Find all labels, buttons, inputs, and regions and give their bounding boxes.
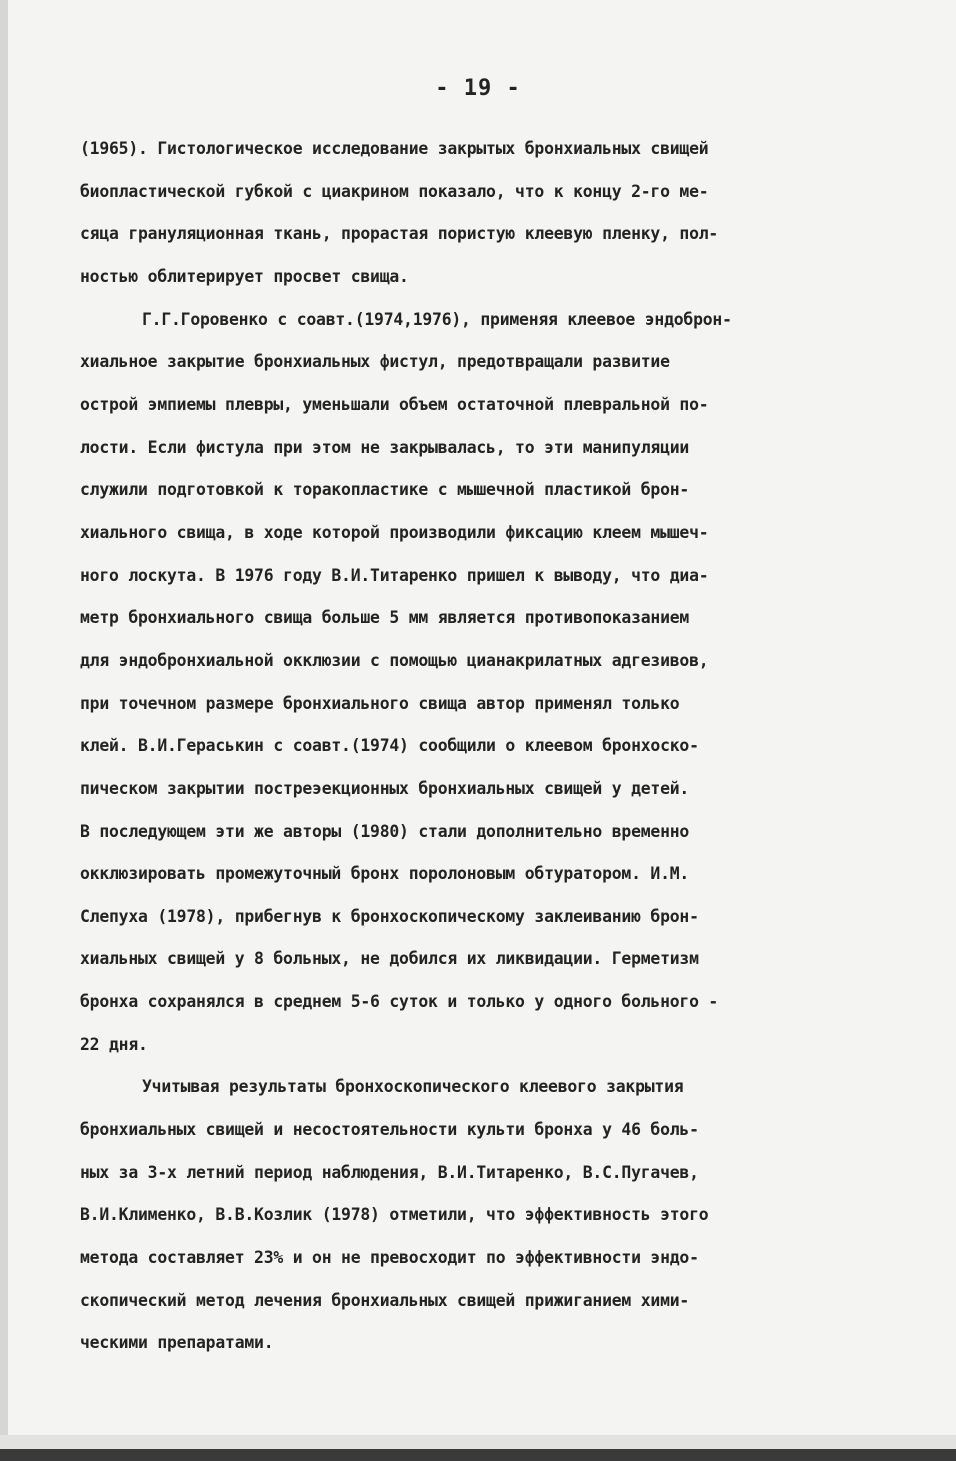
scan-bottom-shade [0, 1435, 956, 1449]
text-line: при точечном размере бронхиального свища автор применял только [80, 693, 680, 713]
text-line: хиальных свищей у 8 больных, не добился их ликвидации. Герметизм [80, 949, 699, 969]
text-line: биопластической губкой с циакрином показало, что к концу 2-го ме- [80, 181, 709, 201]
text-line: служили подготовкой к торакопластике с мышечной пластикой брон- [80, 480, 690, 500]
text-line: острой эмпиемы плевры, уменьшали объем остаточной плевральной по- [80, 394, 709, 414]
text-line: окклюзировать промежуточный бронх поролоновым обтуратором. И.М. [80, 864, 690, 884]
text-line: метр бронхиального свища больше 5 мм является противопоказанием [80, 608, 690, 628]
text-line: Учитывая результаты бронхоскопического клеевого закрытия [142, 1077, 684, 1097]
text-line: клей. В.И.Гераськин с соавт.(1974) сообщили о клеевом бронхоско- [80, 736, 699, 756]
text-line: В последующем эти же авторы (1980) стали дополнительно временно [80, 821, 690, 841]
text-line: ческими препаратами. [80, 1333, 274, 1353]
text-line: ностью облитерирует просвет свища. [80, 266, 409, 286]
scan-bottom-edge [0, 1449, 956, 1461]
text-line: пическом закрытии постреэекционных бронхиальных свищей у детей. [80, 778, 690, 798]
scan-left-edge [0, 0, 8, 1461]
text-line: Г.Г.Горовенко с соавт.(1974,1976), применяя клеевое эндоброн- [142, 309, 732, 329]
text-line: бронхиальных свищей и несостоятельности культи бронха у 46 боль- [80, 1120, 699, 1140]
text-line: сяца грануляционная ткань, прорастая пористую клеевую пленку, пол- [80, 224, 719, 244]
text-line: метода составляет 23% и он не превосходит по эффективности эндо- [80, 1248, 699, 1268]
text-line: ного лоскута. В 1976 году В.И.Титаренко пришел к выводу, что диа- [80, 565, 709, 585]
text-line: (1965). Гистологическое исследование закрытых бронхиальных свищей [80, 139, 709, 158]
text-line: бронха сохранялся в среднем 5-6 суток и только у одного больного - [80, 992, 719, 1012]
text-line: лости. Если фистула при этом не закрывалась, то эти манипуляции [80, 437, 690, 457]
text-line: 22 дня. [80, 1034, 148, 1054]
text-line: хиальное закрытие бронхиальных фистул, предотвращали развитие [80, 352, 670, 372]
text-line: для эндобронхиальной окклюзии с помощью цианакрилатных адгезивов, [80, 650, 709, 670]
text-line: скопический метод лечения бронхиальных свищей прижиганием хими- [80, 1290, 690, 1310]
document-text [80, 128, 920, 1365]
text-line: ных за 3-х летний период наблюдения, В.И.Титаренко, В.С.Пугачев, [80, 1162, 699, 1182]
text-line: хиального свища, в ходе которой производили фиксацию клеем мышеч- [80, 522, 709, 542]
text-line: Слепуха (1978), прибегнув к бронхоскопическому заклеиванию брон- [80, 906, 699, 926]
page-number: - 19 - [435, 76, 521, 101]
text-line: В.И.Клименко, В.В.Козлик (1978) отметили, что эффективность этого [80, 1205, 709, 1225]
